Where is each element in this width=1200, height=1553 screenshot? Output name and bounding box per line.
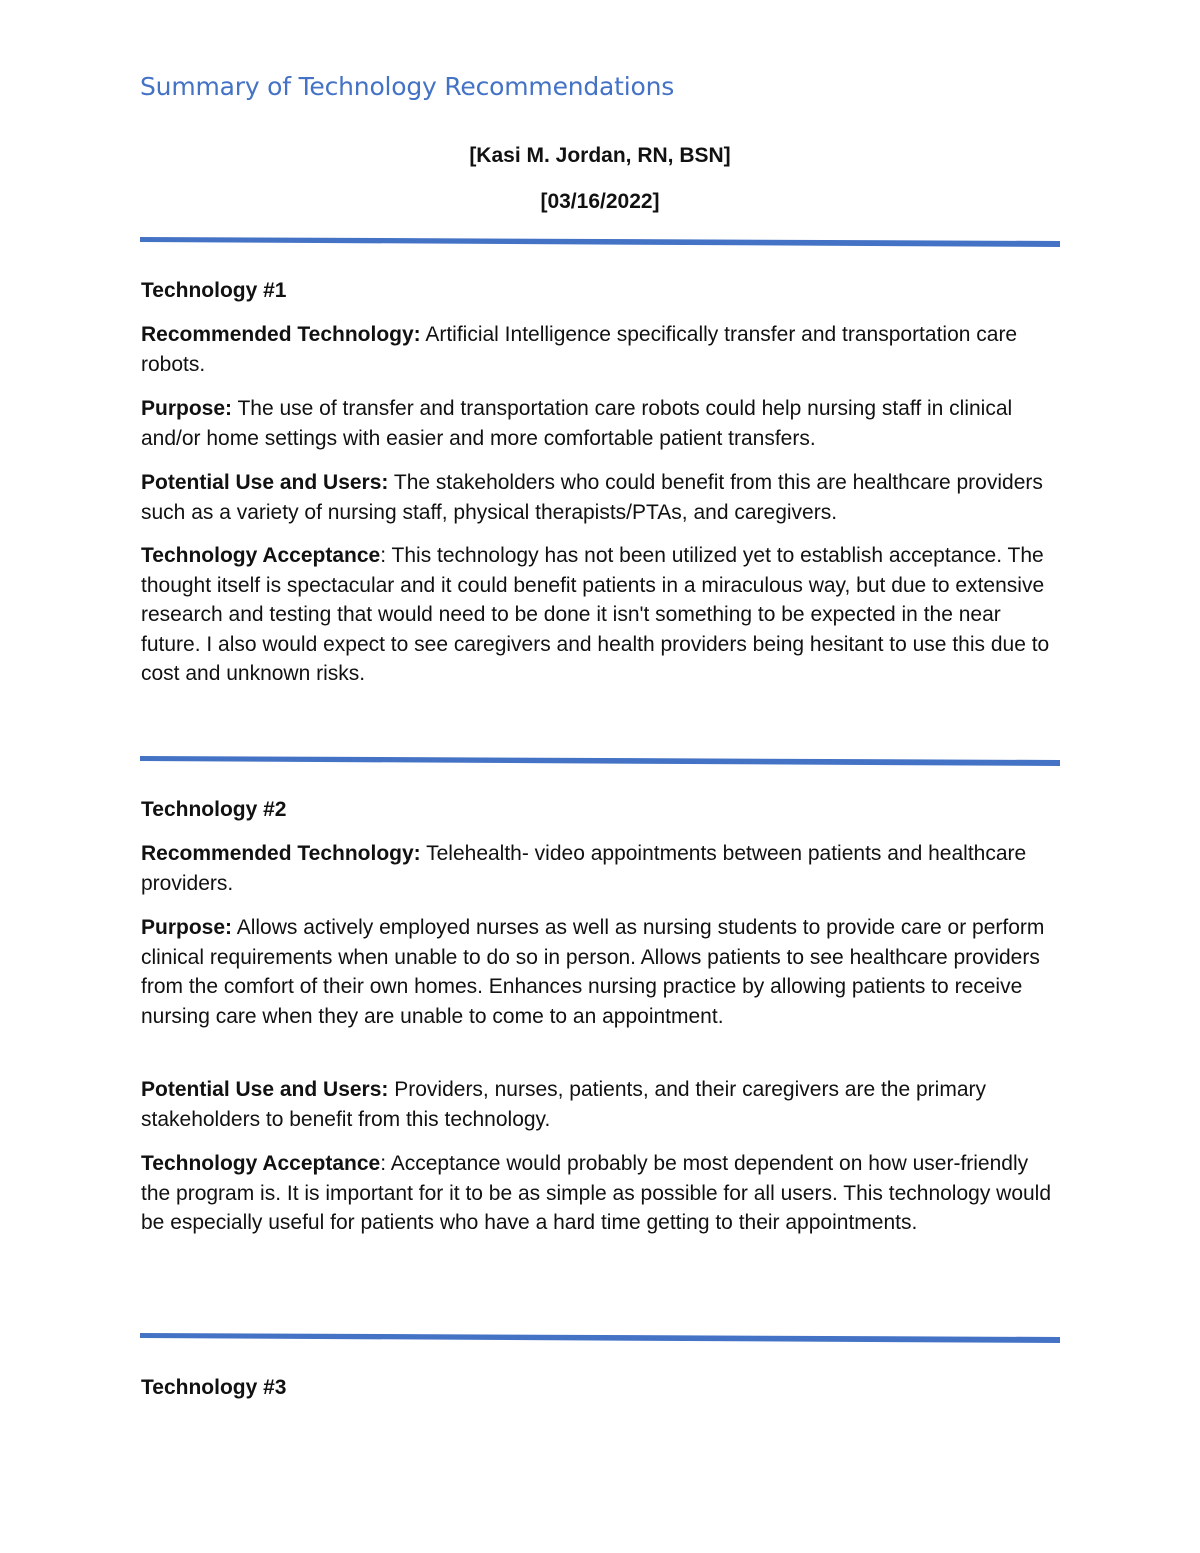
acceptance-text: : Acceptance would probably be most dependent on how user-friendly the program is. It is important for it to be as simple as possible for all users. This technology would be especially useful for patients who have a hard time getting to their appointments. (141, 1152, 1052, 1235)
purpose-label: Purpose: (141, 397, 233, 420)
recommended-text: Artificial Intelligence specifically transfer and transportation care robots. (141, 323, 1018, 376)
technology-1-acceptance (141, 541, 1061, 689)
technology-2-heading: Technology #2 (141, 798, 287, 821)
section-divider (140, 755, 1060, 767)
technology-2-purpose (141, 913, 1061, 1031)
purpose-label: Purpose: (141, 916, 233, 939)
section-divider (140, 236, 1060, 248)
technology-1-purpose (141, 394, 1061, 453)
technology-2-acceptance (141, 1149, 1061, 1238)
recommended-label: Recommended Technology: (141, 323, 421, 346)
users-text: Providers, nurses, patients, and their caregivers are the primary stakeholders to benefit from this technology. (141, 1078, 987, 1131)
technology-3-heading: Technology #3 (141, 1376, 287, 1399)
acceptance-label: Technology Acceptance (141, 1152, 381, 1175)
users-text: The stakeholders who could benefit from this are healthcare providers such as a variety of nursing staff, physical therapists/PTAs, and caregivers. (141, 471, 1043, 524)
section-divider (140, 1332, 1060, 1344)
technology-1-heading: Technology #1 (141, 279, 287, 302)
acceptance-label: Technology Acceptance (141, 544, 381, 567)
users-label: Potential Use and Users: (141, 471, 389, 494)
author-line: [Kasi M. Jordan, RN, BSN] (469, 144, 731, 167)
purpose-text: Allows actively employed nurses as well as nursing students to provide care or perform clinical requirements when unable to do so in person. Allows patients to see healthcare providers from the comfort of their own homes. Enhances nursing practice by allowing patients to receive nursing care when they are unable to come to an appointment. (141, 916, 1045, 1028)
technology-1-recommended (141, 320, 1061, 379)
technology-2-users (141, 1075, 1061, 1134)
recommended-text: Telehealth- video appointments between patients and healthcare providers. (141, 842, 1027, 895)
recommended-label: Recommended Technology: (141, 842, 421, 865)
document-title: Summary of Technology Recommendations (140, 72, 675, 101)
date-line: [03/16/2022] (540, 190, 660, 213)
technology-2-recommended (141, 839, 1061, 898)
technology-1-users (141, 468, 1061, 527)
purpose-text: The use of transfer and transportation care robots could help nursing staff in clinical and/or home settings with easier and more comfortable patient transfers. (141, 397, 1013, 450)
acceptance-text: : This technology has not been utilized yet to establish acceptance. The thought itself is spectacular and it could benefit patients in a miraculous way, but due to extensive research and testing that would need to be done it isn't something to be expected in the near future. I also would expect to see caregivers and health providers being hesitant to use this due to cost and unknown risks. (141, 544, 1050, 686)
users-label: Potential Use and Users: (141, 1078, 389, 1101)
